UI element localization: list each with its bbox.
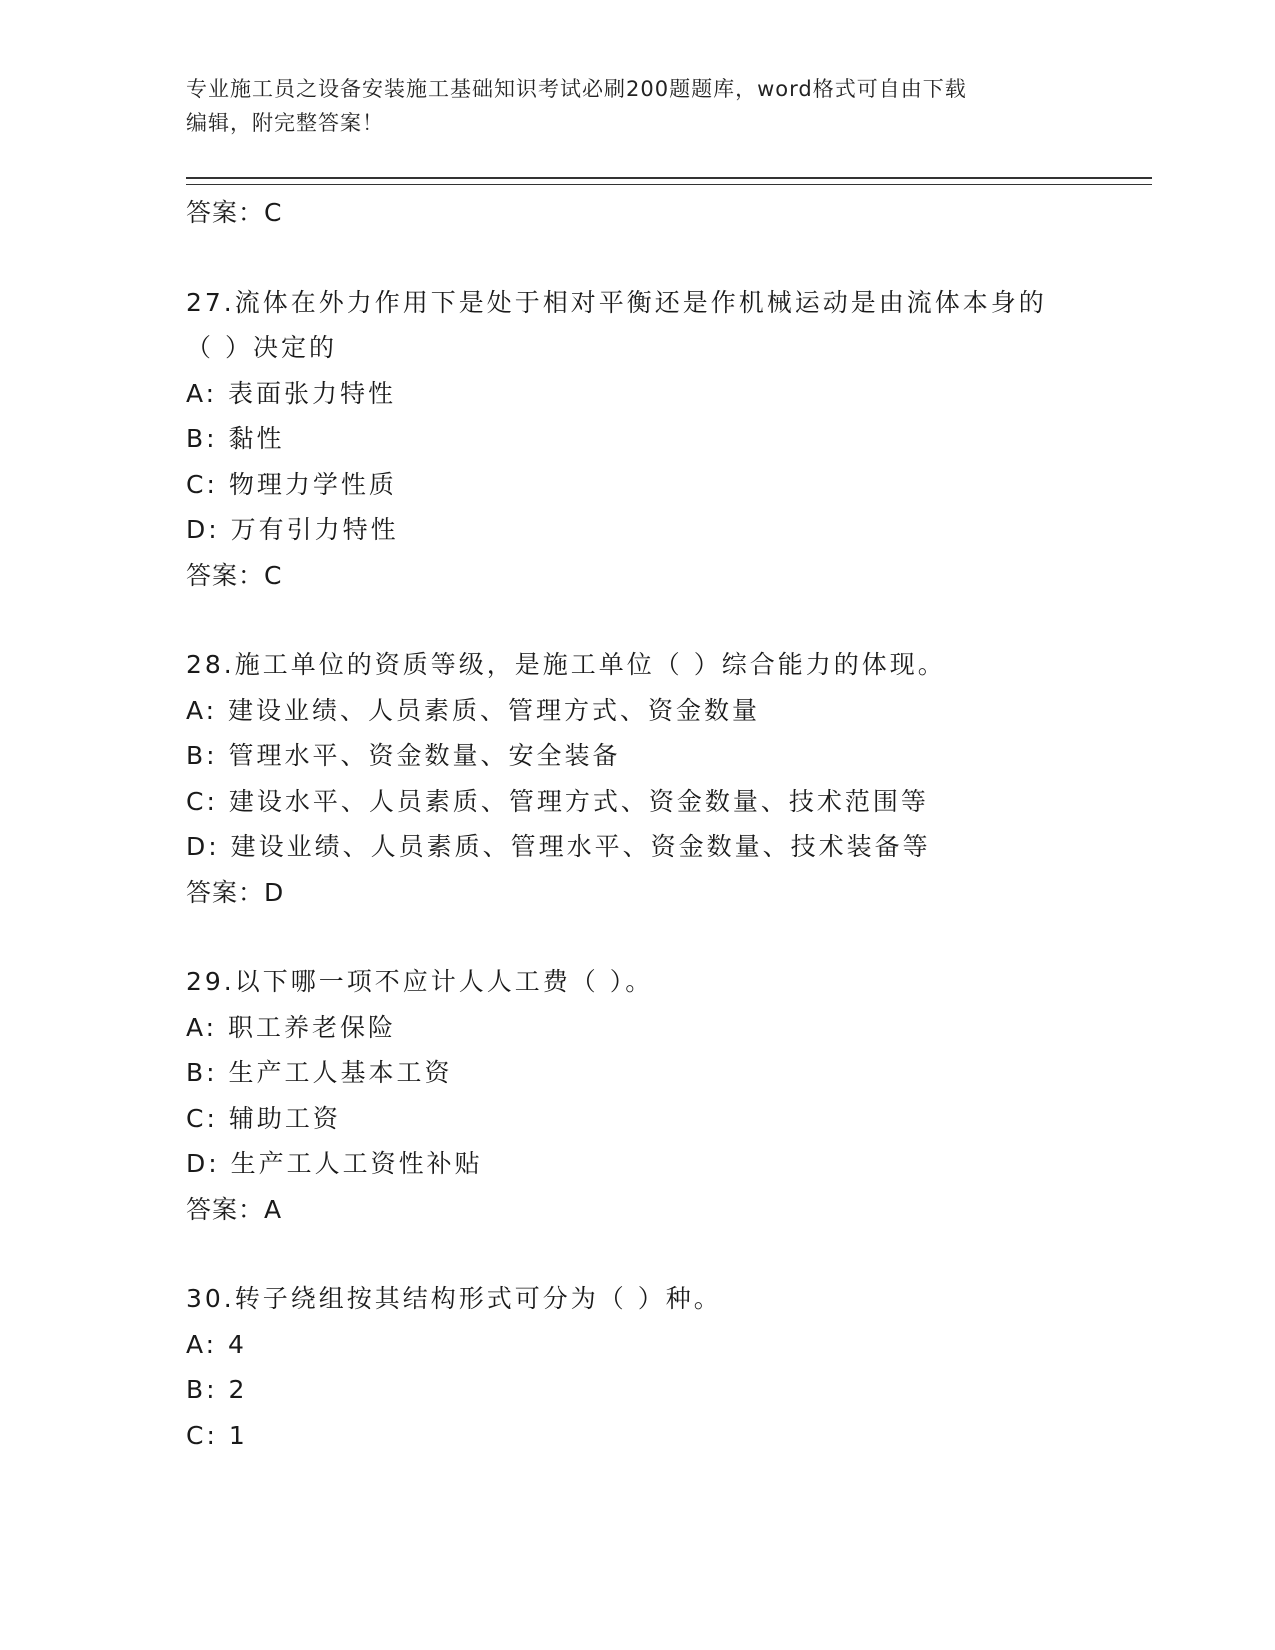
question-28-option-b: B: 管理水平、资金数量、安全装备: [186, 741, 621, 770]
question-29-option-c: C: 辅助工资: [186, 1103, 341, 1133]
header-title-line-2: 编辑，附完整答案！: [186, 111, 384, 135]
question-29-option-b: B: 生产工人基本工资: [186, 1058, 453, 1087]
question-29-option-a: A: 职工养老保险: [186, 1012, 397, 1042]
question-30-option-a: A: 4: [186, 1329, 247, 1359]
answer-29: 答案：A: [186, 1194, 283, 1224]
spacer: [186, 598, 1146, 642]
question-28: 28.施工单位的资质等级，是施工单位（ ）综合能力的体现。: [186, 650, 946, 679]
header-divider: [186, 177, 1152, 185]
answer-27: 答案：C: [186, 560, 283, 590]
answer-26: 答案：C: [186, 198, 283, 227]
spacer: [186, 915, 1146, 959]
header-title-line-1: 专业施工员之设备安装施工基础知识考试必刷200题题库，word格式可自由下载: [186, 77, 967, 101]
question-content: [186, 190, 1146, 1458]
question-29-option-d: D: 生产工人工资性补贴: [186, 1149, 483, 1178]
question-30-option-b: B: 2: [186, 1375, 248, 1404]
question-27-line-2: （ ）决定的: [186, 333, 337, 362]
question-27-line-1: 27.流体在外力作用下是处于相对平衡还是作机械运动是由流体本身的: [186, 287, 1047, 317]
page-header: [186, 72, 1086, 140]
question-28-option-c: C: 建设水平、人员素质、管理方式、资金数量、技术范围等: [186, 786, 929, 816]
spacer: [186, 1232, 1146, 1276]
question-27-option-c: C: 物理力学性质: [186, 469, 397, 499]
question-27-option-d: D: 万有引力特性: [186, 515, 399, 544]
question-30-option-c: C: 1: [186, 1420, 248, 1450]
question-28-option-d: D: 建设业绩、人员素质、管理水平、资金数量、技术装备等: [186, 832, 931, 861]
answer-28: 答案：D: [186, 877, 285, 907]
question-28-option-a: A: 建设业绩、人员素质、管理方式、资金数量: [186, 695, 761, 725]
spacer: [186, 236, 1146, 280]
question-30: 30.转子绕组按其结构形式可分为（ ）种。: [186, 1284, 722, 1313]
question-27-option-b: B: 黏性: [186, 424, 285, 453]
question-29: 29.以下哪一项不应计人人工费（ ）。: [186, 967, 654, 996]
question-27-option-a: A: 表面张力特性: [186, 378, 397, 408]
